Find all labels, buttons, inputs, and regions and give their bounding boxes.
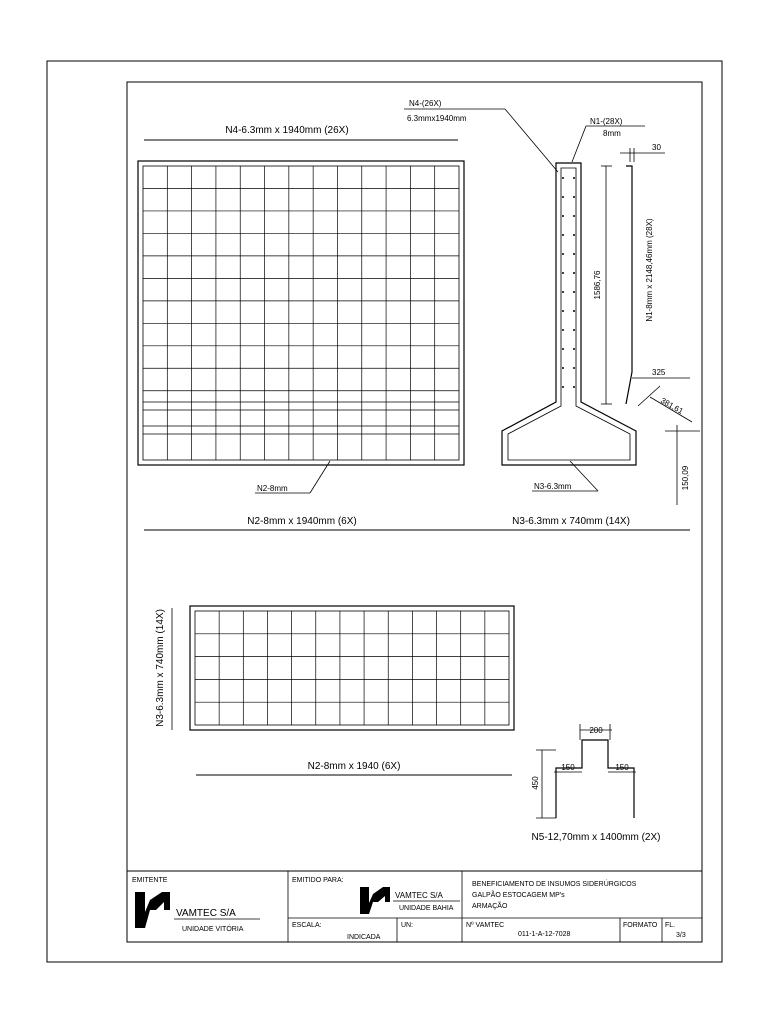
section-rebar-dot [573, 348, 575, 350]
n1-dim-381: 381,61 [659, 395, 685, 416]
n1-dim-height: 1586,76 [593, 270, 602, 300]
n5-dim-450: 450 [531, 776, 540, 790]
section-rebar-dot [562, 348, 564, 350]
section-rebar-dot [573, 310, 575, 312]
section-rebar-dot [573, 196, 575, 198]
n5-dim-200: 200 [589, 726, 603, 735]
tb-numero-value: 011-1-A-12-7028 [518, 931, 571, 938]
section-rebar-dot [573, 234, 575, 236]
mesh-top [138, 125, 464, 530]
n1-bar-shape [626, 166, 632, 404]
section-rebar-dot [573, 177, 575, 179]
tb-company-left: VAMTEC S/A [176, 908, 236, 919]
n5-bar [531, 724, 660, 843]
section-outline [502, 163, 636, 465]
section-rebar [508, 168, 630, 460]
mesh-top-leader-label: N2-8mm [257, 484, 288, 493]
section-rebar-dot [562, 329, 564, 331]
section-label-n4-bottom: 6.3mmx1940mm [407, 114, 467, 123]
section-rebar-dot [573, 291, 575, 293]
section-label-n1-top: N1-(28X) [590, 117, 623, 126]
n1-dim381-ext [638, 386, 660, 406]
section-label-n4-top: N4-(26X) [409, 99, 442, 108]
mesh-bottom-side-label: N3-6.3mm x 740mm (14X) [155, 609, 166, 727]
mesh-top-title: N4-6.3mm x 1940mm (26X) [225, 125, 349, 136]
section-rebar-dot [573, 329, 575, 331]
section-rebar-dot [573, 367, 575, 369]
section-rebar-dot [562, 367, 564, 369]
n1-dim-150: 150,09 [681, 465, 690, 491]
mesh-top-grid [143, 166, 459, 460]
sheet-outer-border [47, 61, 722, 962]
section-rebar-dot [573, 253, 575, 255]
section-rebar-dot [562, 215, 564, 217]
tb-unit-left: UNIDADE VITÓRIA [182, 926, 244, 933]
tb-numero-label: Nº VAMTEC [466, 922, 505, 929]
section-label-n1-bottom: 8mm [603, 129, 621, 138]
tb-project-line3: ARMAÇÃO [472, 903, 508, 910]
mesh-bottom-grid [195, 611, 509, 725]
mesh-top-inner [143, 166, 459, 460]
n1-vertical-label: N1-8mm x 2148,46mm (28X) [645, 218, 654, 322]
mesh-top-outer [138, 161, 464, 465]
n5-note: N5-12,70mm x 1400mm (2X) [531, 832, 661, 843]
tb-escala-value: INDICADA [347, 934, 381, 941]
section-rebar-dot [562, 291, 564, 293]
section-rebar-dots [562, 177, 575, 388]
section-rebar-dot [562, 234, 564, 236]
mesh-bottom-inner [195, 611, 509, 725]
n1-dim-325: 325 [652, 368, 666, 377]
section-rebar-dot [562, 177, 564, 179]
section-rebar-dot [573, 272, 575, 274]
mesh-bottom-note: N2-8mm x 1940 (6X) [307, 761, 401, 772]
title-block [127, 871, 702, 942]
mesh-bottom [155, 606, 514, 775]
section-rebar-dot [573, 215, 575, 217]
section-rebar-dot [562, 386, 564, 388]
section-n1-leader [572, 126, 586, 162]
tb-un-label: UN: [401, 922, 414, 929]
section-rebar-dot [562, 272, 564, 274]
n5-dim-150-right: 150 [615, 763, 629, 772]
tb-unit-right: UNIDADE BAHIA [399, 905, 454, 912]
section-rebar-dot [573, 386, 575, 388]
mesh-top-bottom-note: N2-8mm x 1940mm (6X) [247, 516, 357, 527]
vamtec-logo-left [135, 892, 170, 928]
section-rebar-dot [562, 253, 564, 255]
tb-project-line1: BENEFICIAMENTO DE INSUMOS SIDERÚRGICOS [472, 881, 637, 888]
section-leader-n3: N3-6.3mm [534, 482, 572, 491]
tb-emitente-label: EMITENTE [132, 877, 168, 884]
tb-escala-label: ESCALA: [292, 922, 322, 929]
tb-project-line2: GALPÃO ESTOCAGEM MP's [472, 892, 565, 899]
tb-company-right: VAMTEC S/A [395, 891, 443, 900]
n5-dim-150-left: 150 [561, 763, 575, 772]
mesh-bottom-outer [190, 606, 514, 730]
vamtec-logo-right [360, 887, 390, 914]
tb-folha-value: 3/3 [676, 932, 686, 939]
mesh-top-leader [310, 461, 330, 493]
section-rebar-dot [562, 310, 564, 312]
tb-formato-label: FORMATO [623, 922, 658, 929]
section-n4-leader [505, 109, 558, 172]
tb-folha-label: FL. [665, 922, 676, 929]
section-bottom-note: N3-6.3mm x 740mm (14X) [512, 516, 630, 527]
section-rebar-dot [562, 196, 564, 198]
n1-dim-30: 30 [652, 143, 661, 152]
tb-emitido-label: EMITIDO PARA: [292, 877, 344, 884]
n5-bar-shape [556, 740, 634, 818]
